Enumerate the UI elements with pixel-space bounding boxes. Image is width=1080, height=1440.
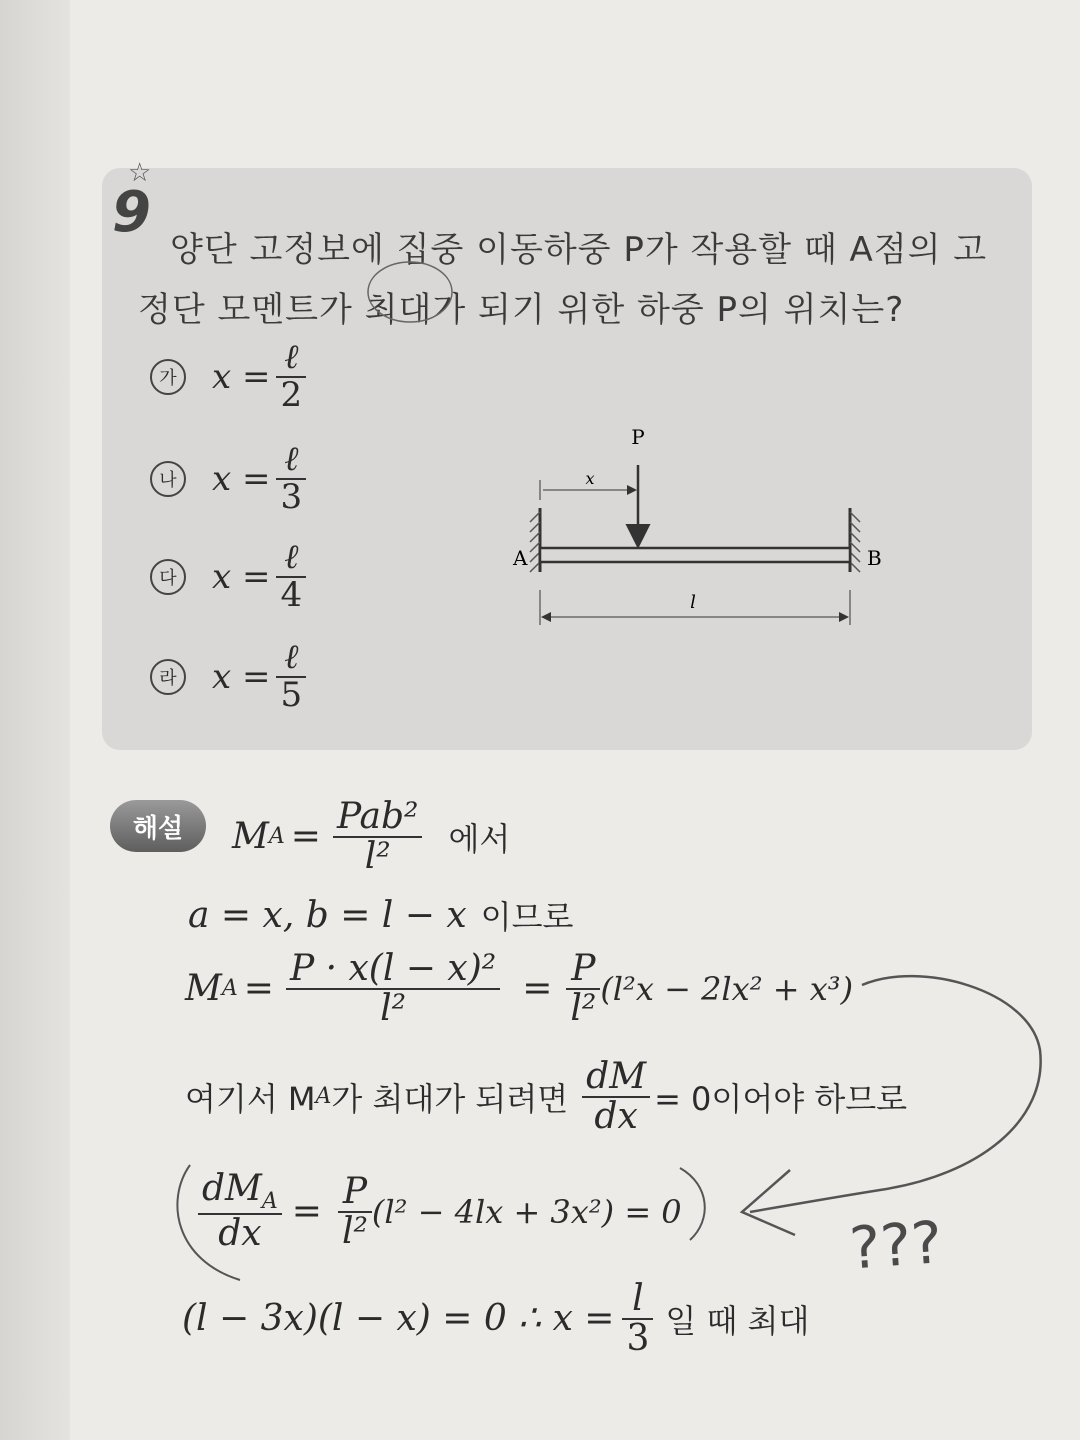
- eq5-tail: (l² − 4lx + 3x²) = 0: [371, 1192, 682, 1231]
- eq1-fraction: [333, 798, 423, 876]
- eq6-pre: (l − 3x)(l − x) = 0 ∴ x =: [182, 1298, 615, 1340]
- x-label: x: [585, 469, 595, 488]
- eq4-fraction: [582, 1058, 650, 1136]
- choice-3[interactable]: [150, 537, 306, 615]
- choice-fraction: [276, 537, 306, 615]
- eq4-num: dM: [586, 1056, 647, 1097]
- eq4-pre: 여기서 M: [185, 1079, 316, 1118]
- choice-mark: 가: [150, 359, 186, 395]
- eq2-tail: 이므로: [480, 898, 574, 936]
- eq5-fraction: [198, 1170, 282, 1253]
- fixed-beam-diagram: [495, 420, 915, 640]
- eq1-num: Pab²: [336, 796, 419, 837]
- choice-lhs: x =: [212, 556, 271, 597]
- solution-eq1: [232, 798, 510, 876]
- solution-eq5: [192, 1170, 682, 1253]
- eq6-den: 3: [626, 1317, 650, 1359]
- frac-num: ℓ: [284, 537, 299, 577]
- choice-fraction: [276, 439, 306, 517]
- eq3-lhs-sub: A: [221, 976, 238, 1002]
- choice-mark: 나: [150, 461, 186, 497]
- eq5-num-sub: A: [261, 1189, 278, 1215]
- eq5-equals: =: [291, 1191, 322, 1233]
- eq4-pre-sub: A: [315, 1084, 332, 1110]
- solution-eq3: [185, 950, 853, 1028]
- frac-num: ℓ: [284, 439, 299, 479]
- question-text-line2: 정단 모멘트가 최대가 되기 위한 하중 P의 위치는?: [138, 290, 905, 330]
- eq3-tail: (l²x − 2lx² + x³): [600, 969, 854, 1008]
- frac-den: 4: [280, 574, 303, 615]
- eq5-den2: l²: [341, 1210, 368, 1252]
- frac-den: 2: [280, 374, 303, 415]
- frac-den: 3: [280, 476, 303, 517]
- eq3-fraction2: [566, 950, 600, 1028]
- support-b-label: B: [867, 546, 882, 570]
- eq6-tail: 일 때 최대: [665, 1301, 810, 1340]
- frac-num: ℓ: [284, 637, 299, 677]
- eq5-fraction2: [338, 1170, 372, 1252]
- choice-mark: 라: [150, 659, 186, 695]
- page-gutter: [0, 0, 70, 1440]
- question-text-line1: 양단 고정보에 집중 이동하중 P가 작용할 때 A점의 고: [170, 230, 988, 270]
- choice-lhs: x =: [212, 356, 271, 397]
- eq3-num: P · x(l − x)²: [289, 948, 497, 989]
- eq3-den2: l²: [570, 987, 597, 1029]
- eq3-fraction: [286, 950, 500, 1028]
- eq2-text: a = x, b = l − x: [188, 894, 467, 936]
- choice-lhs: x =: [212, 458, 271, 499]
- choice-mark: 다: [150, 559, 186, 595]
- eq1-tail: 에서: [448, 819, 511, 858]
- eq6-fraction: [622, 1280, 653, 1358]
- eq5-den: dx: [218, 1213, 262, 1255]
- load-label: P: [631, 425, 645, 449]
- choice-2[interactable]: [150, 439, 306, 517]
- solution-eq6: [182, 1280, 809, 1358]
- span-label: l: [690, 592, 696, 613]
- eq4-mid: 가 최대가 되려면: [331, 1079, 569, 1118]
- eq4-den: dx: [594, 1095, 638, 1137]
- choice-lhs: x =: [212, 656, 271, 697]
- eq1-lhs-sub: A: [268, 824, 285, 850]
- eq3-equals: =: [243, 968, 274, 1010]
- solution-badge: 해설: [110, 800, 206, 852]
- solution-eq2: [188, 892, 573, 938]
- solution-eq4: [185, 1058, 907, 1136]
- eq5-num: dM: [202, 1168, 262, 1209]
- frac-num: ℓ: [284, 337, 299, 377]
- eq1-equals: =: [290, 816, 321, 858]
- eq4-tail: = 0이어야 하므로: [654, 1079, 908, 1118]
- eq1-lhs: M: [232, 816, 269, 858]
- eq5-num2: P: [342, 1170, 368, 1212]
- eq6-num: l: [632, 1278, 644, 1319]
- eq3-num2: P: [571, 948, 596, 989]
- support-a-label: A: [513, 546, 528, 570]
- question-marks-note: ???: [847, 1208, 945, 1283]
- frac-den: 5: [280, 674, 303, 715]
- choice-4[interactable]: [150, 637, 306, 715]
- star-icon: ☆: [128, 158, 152, 188]
- question-number: 9: [112, 180, 151, 245]
- eq3-den: l²: [380, 987, 407, 1029]
- choice-fraction: [276, 337, 306, 415]
- choice-fraction: [276, 637, 306, 715]
- choice-1[interactable]: [150, 337, 306, 415]
- beam: [540, 548, 850, 562]
- eq3-equals2: =: [522, 968, 553, 1010]
- eq3-lhs: M: [185, 968, 222, 1010]
- eq1-den: l²: [364, 835, 391, 877]
